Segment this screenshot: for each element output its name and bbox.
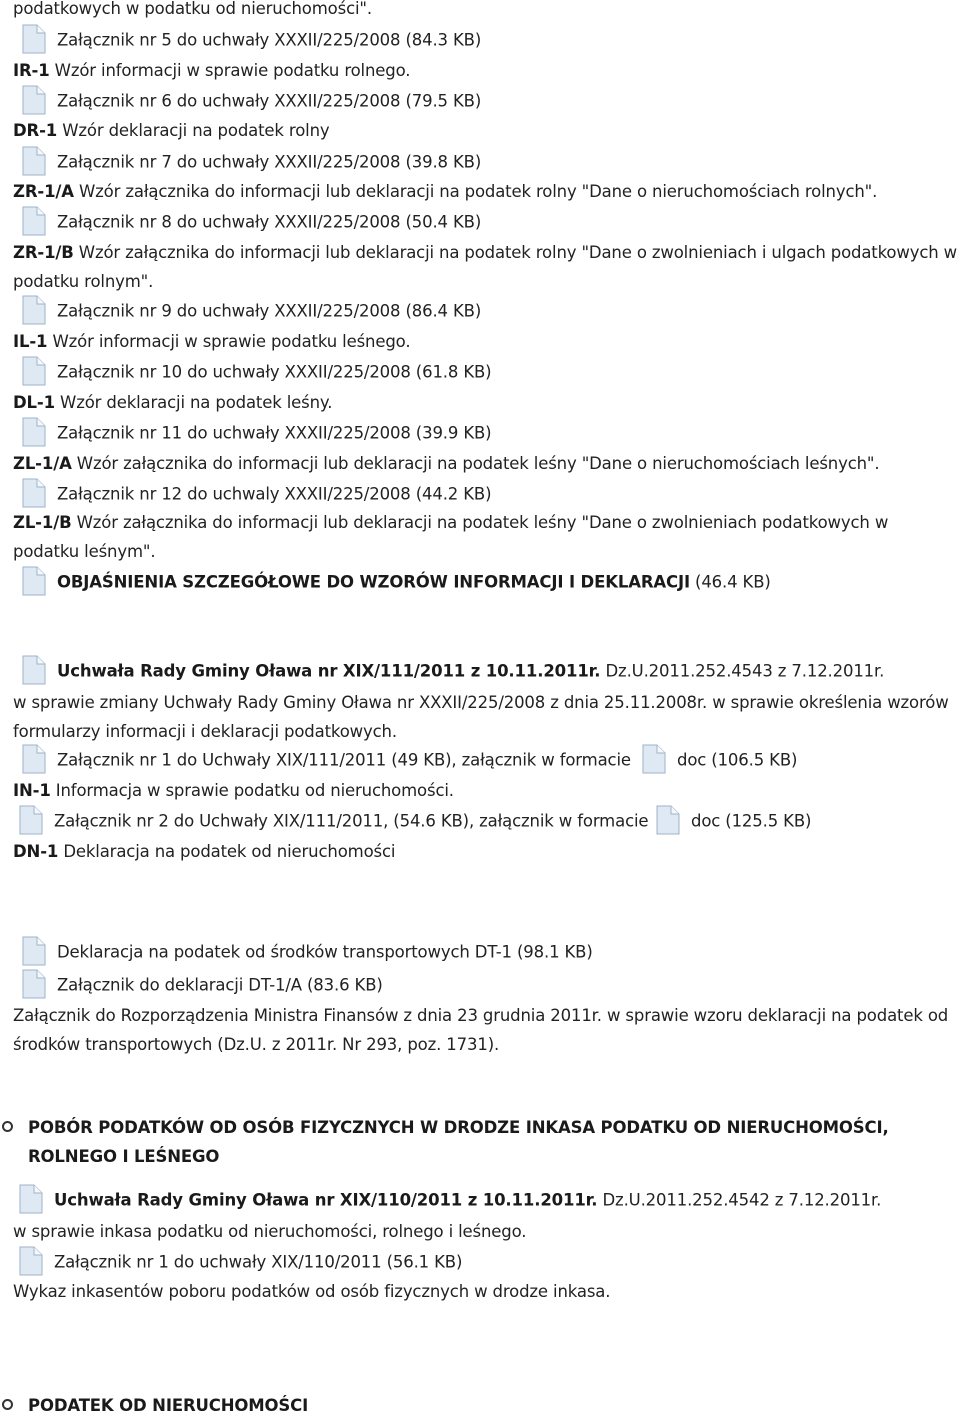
form-code: ZR-1/A [13,182,74,201]
journal-reference: Dz.U.2011.252.4543 z 7.12.2011r. [600,661,885,681]
resolution-title: Uchwała Rady Gminy Oława nr XIX/110/2011 z 10.11.2011r. [54,1190,598,1210]
form-text: Informacja w sprawie podatku od nieruchomości. [50,781,454,800]
form-description [13,330,960,354]
form-description [13,180,960,204]
attachment-label: Załącznik nr 12 do uchwaly XXXII/225/2008 (44.2 KB) [57,484,492,504]
doc-label: doc (125.5 KB) [691,811,812,831]
document-icon [20,936,47,966]
resolution-link[interactable] [17,1186,960,1216]
document-icon [17,805,44,835]
attachment-label: Załącznik nr 11 do uchwały XXXII/225/2008 (39.9 KB) [57,423,492,443]
document-icon [20,206,47,236]
document-icon [20,744,47,774]
attachment-label: Załącznik do deklaracji DT-1/A (83.6 KB) [57,975,383,995]
doc-label: doc (106.5 KB) [677,750,798,770]
bullet-circle-icon [2,1399,13,1410]
form-text: Wzór deklaracji na podatek rolny [57,121,330,140]
attachment-link[interactable] [20,87,960,117]
attachment-link[interactable] [20,208,960,238]
form-code: ZL-1/B [13,513,72,532]
form-text: Wzór deklaracji na podatek leśny. [54,393,333,412]
form-description [13,391,960,415]
form-code: ZR-1/B [13,243,74,262]
resolution-link[interactable] [20,657,960,687]
attachment-label: Załącznik nr 1 do Uchwały XIX/111/2011 (49 KB), załącznik w formacie [57,750,631,770]
document-icon [654,805,681,835]
form-description [13,119,960,143]
form-code: IL-1 [13,332,48,351]
form-description [13,238,958,296]
section-heading: POBÓR PODATKÓW OD OSÓB FIZYCZNYCH W DRODZE INKASA PODATKU OD NIERUCHOMOŚCI, ROLNEGO I LEŚNEGO [28,1118,889,1166]
document-icon [20,24,47,54]
form-text: Wzór załącznika do informacji lub deklaracji na podatek rolny "Dane o nieruchomościach rolnych". [73,182,878,201]
document-icon [20,969,47,999]
section-heading: PODATEK OD NIERUCHOMOŚCI [28,1396,309,1415]
document-icon [17,1246,44,1276]
document-icon [20,566,47,596]
form-description [13,59,960,83]
journal-reference: Dz.U.2011.252.4542 z 7.12.2011r. [597,1190,882,1210]
form-code: DL-1 [13,393,55,412]
document-icon [20,417,47,447]
attachment-link[interactable] [20,419,960,449]
attachment-label: Załącznik nr 6 do uchwały XXXII/225/2008 (79.5 KB) [57,91,482,111]
attachment-link[interactable] [20,297,960,327]
doc-attachment-link[interactable] [640,746,960,776]
text-line: podatkowych w podatku od nieruchomości". [13,0,372,18]
file-size: (46.4 KB) [689,572,771,592]
regulation-attachment[interactable]: Załącznik do Rozporządzenia Ministra Finansów z dnia 23 grudnia 2011r. w sprawie wzoru deklaracji na podatek od środków transportowych (Dz.U. z 2011r. Nr 293, poz. 1731). [13,1006,949,1054]
form-text: Wzór załącznika do informacji lub deklaracji na podatek rolny "Dane o zwolnieniach i ulgach podatkowych w podatku rolnym". [13,243,958,291]
form-text: Wzór informacji w sprawie podatku rolnego. [49,61,411,80]
form-code: ZL-1/A [13,454,72,473]
resolution-description: w sprawie inkasa podatku od nieruchomości, rolnego i leśnego. [13,1222,527,1241]
attachment-label: Załącznik nr 8 do uchwały XXXII/225/2008 (50.4 KB) [57,212,482,232]
resolution-title: Uchwała Rady Gminy Oława nr XIX/111/2011 z 10.11.2011r. [57,661,601,681]
text-line: Wykaz inkasentów poboru podatków od osób fizycznych w drodze inkasa. [13,1282,611,1301]
form-description [13,779,960,803]
document-icon [20,478,47,508]
form-text: Wzór załącznika do informacji lub deklaracji na podatek leśny "Dane o nieruchomościach leśnych". [71,454,880,473]
attachment-label: Załącznik nr 1 do uchwały XIX/110/2011 (56.1 KB) [54,1252,463,1272]
attachment-link[interactable] [17,1248,960,1278]
attachment-label: Deklaracja na podatek od środków transportowych DT-1 (98.1 KB) [57,942,593,962]
form-description [13,840,960,864]
form-code: IN-1 [13,781,51,800]
form-code: DR-1 [13,121,58,140]
attachment-link[interactable] [20,480,960,510]
doc-attachment-link[interactable] [654,807,960,837]
document-icon [20,356,47,386]
document-icon [20,295,47,325]
explanations-link: OBJAŚNIENIA SZCZEGÓŁOWE DO WZORÓW INFORMACJI I DEKLARACJI [57,572,690,592]
attachment-link[interactable] [20,148,960,178]
attachment-label: Załącznik nr 10 do uchwały XXXII/225/2008 (61.8 KB) [57,362,492,382]
form-description [13,452,960,476]
attachment-link[interactable] [20,938,960,968]
attachment-label: Załącznik nr 7 do uchwały XXXII/225/2008 (39.8 KB) [57,152,482,172]
form-text: Deklaracja na podatek od nieruchomości [58,842,396,861]
document-icon [20,146,47,176]
attachment-label: Załącznik nr 2 do Uchwały XIX/111/2011, (54.6 KB), załącznik w formacie [54,811,649,831]
resolution-description: w sprawie zmiany Uchwały Rady Gminy Oława nr XXXII/225/2008 z dnia 25.11.2008r. w sprawie określenia wzorów formularzy informacji i deklaracji podatkowych. [13,693,949,741]
document-icon [20,85,47,115]
bullet-circle-icon [2,1121,13,1132]
attachment-label: Załącznik nr 9 do uchwały XXXII/225/2008 (86.4 KB) [57,301,482,321]
form-code: DN-1 [13,842,59,861]
attachment-link[interactable] [20,568,960,598]
form-text: Wzór informacji w sprawie podatku leśnego. [47,332,411,351]
form-text: Wzór załącznika do informacji lub deklaracji na podatek leśny "Dane o zwolnieniach podatkowych w podatku leśnym". [13,513,889,561]
form-code: IR-1 [13,61,50,80]
attachment-link[interactable] [20,26,960,56]
attachment-link[interactable] [20,358,960,388]
attachment-link[interactable] [20,971,960,1001]
document-icon [640,744,667,774]
form-description [13,508,958,566]
document-icon [20,655,47,685]
attachment-label: Załącznik nr 5 do uchwały XXXII/225/2008 (84.3 KB) [57,30,482,50]
document-icon [17,1184,44,1214]
